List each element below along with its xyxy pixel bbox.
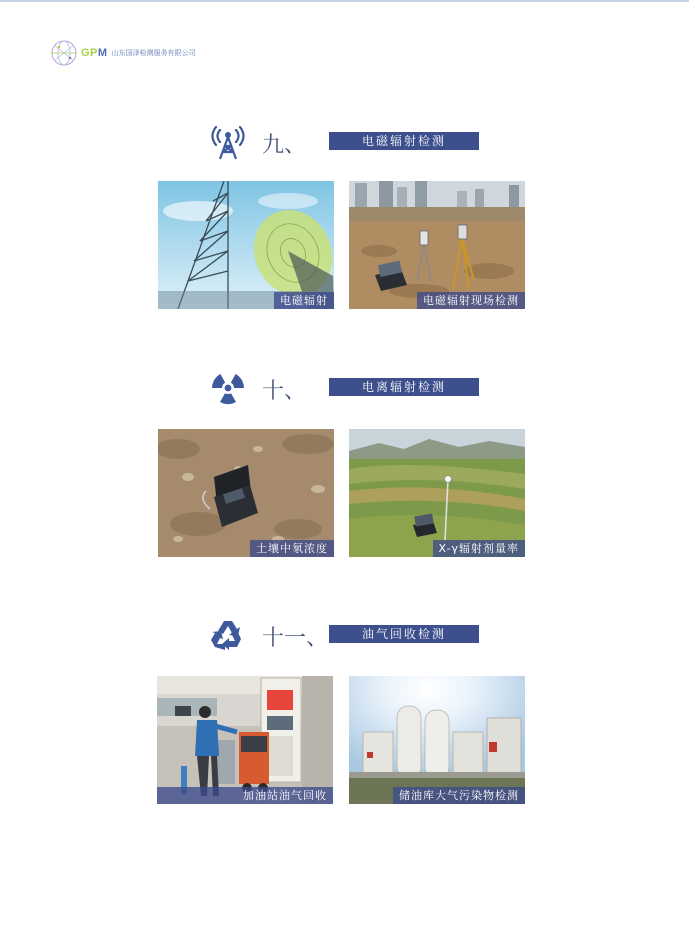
section-11-header	[0, 617, 689, 653]
photo-em-field-test	[349, 181, 525, 309]
photo-soil-radon	[158, 429, 334, 557]
photo-gas-station	[157, 676, 333, 804]
photo-caption: 电磁辐射现场检测	[417, 292, 525, 309]
photo-oil-depot	[349, 676, 525, 804]
section-title: 油气回收检测	[329, 625, 479, 643]
company-name: 山东国泽检测服务有限公司	[111, 49, 196, 57]
section-number: 九、	[262, 133, 307, 158]
photo-em-tower	[158, 181, 334, 309]
radiation-icon	[210, 370, 246, 406]
photo-caption: 土壤中氡浓度	[250, 540, 334, 557]
recycle-icon	[210, 617, 246, 653]
section-number: 十一、	[262, 626, 329, 651]
section-title: 电磁辐射检测	[329, 132, 479, 150]
globe-icon	[50, 39, 78, 67]
company-logo	[50, 38, 196, 68]
photo-caption: 加油站油气回收	[157, 787, 333, 804]
top-border	[0, 0, 689, 2]
photo-caption: X-γ辐射剂量率	[433, 540, 525, 557]
photo-caption: 储油库大气污染物检测	[393, 787, 525, 804]
section-title: 电离辐射检测	[329, 378, 479, 396]
radio-tower-icon	[210, 124, 246, 160]
section-10-header	[0, 370, 689, 406]
section-number: 十、	[262, 379, 307, 404]
logo-wordmark: GPM	[81, 47, 108, 59]
section-9-header	[0, 124, 689, 160]
photo-caption: 电磁辐射	[274, 292, 334, 309]
photo-xray-dose	[349, 429, 525, 557]
